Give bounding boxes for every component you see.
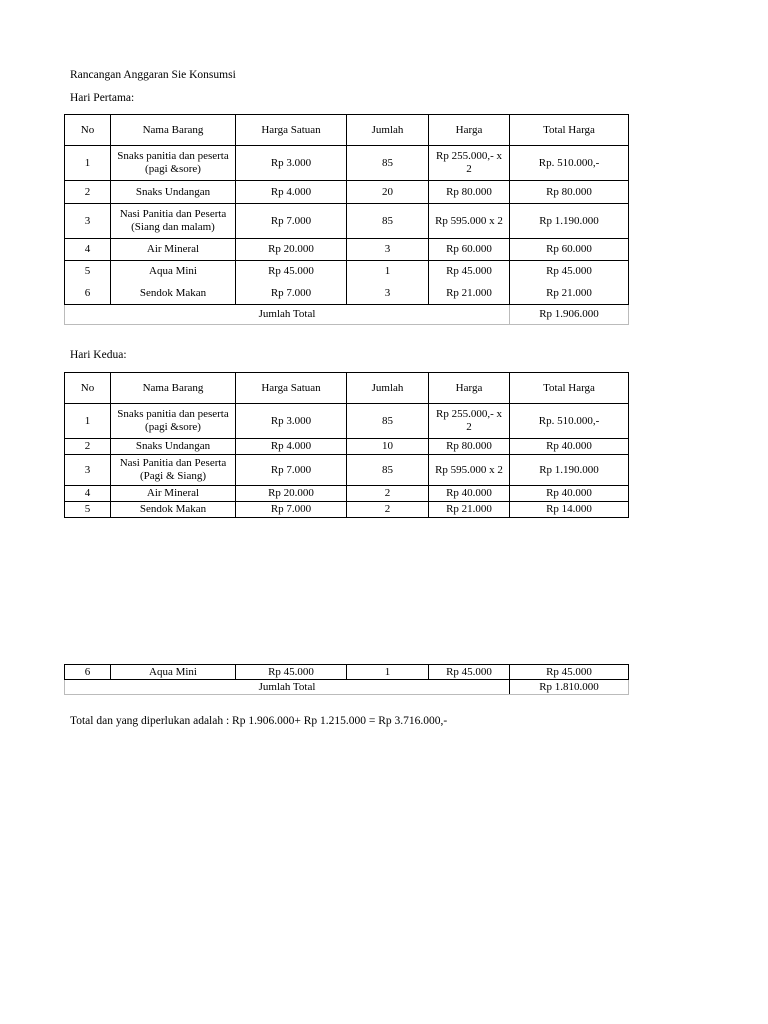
cell-total-harga: Rp. 510.000,- (510, 146, 629, 181)
header-jumlah: Jumlah (347, 115, 429, 146)
cell-no: 3 (65, 455, 111, 486)
table-row (65, 455, 629, 486)
cell-jumlah: 20 (347, 181, 429, 204)
cell-harga: Rp 595.000 x 2 (429, 455, 510, 486)
cell-total-harga: Rp. 510.000,- (510, 404, 629, 439)
cell-nama-barang: Snaks Undangan (111, 181, 236, 204)
header-jumlah: Jumlah (347, 373, 429, 404)
cell-nama-barang: Snaks Undangan (111, 439, 236, 455)
cell-no: 4 (65, 239, 111, 261)
cell-nama-barang: Air Mineral (111, 486, 236, 502)
cell-harga-satuan: Rp 7.000 (236, 455, 347, 486)
cell-harga-satuan: Rp 20.000 (236, 486, 347, 502)
cell-total-harga: Rp 45.000 (510, 261, 629, 283)
cell-no: 3 (65, 204, 111, 239)
cell-total-harga: Rp 45.000 (510, 665, 629, 680)
cell-no: 6 (65, 283, 111, 305)
total-value: Rp 1.906.000 (510, 305, 629, 325)
cell-harga: Rp 21.000 (429, 283, 510, 305)
cell-jumlah: 1 (347, 261, 429, 283)
cell-harga: Rp 45.000 (429, 261, 510, 283)
cell-harga-satuan: Rp 3.000 (236, 146, 347, 181)
cell-total-harga: Rp 60.000 (510, 239, 629, 261)
cell-harga-satuan: Rp 7.000 (236, 204, 347, 239)
cell-harga: Rp 80.000 (429, 439, 510, 455)
cell-no: 5 (65, 261, 111, 283)
cell-harga-satuan: Rp 7.000 (236, 502, 347, 518)
cell-harga: Rp 255.000,- x 2 (429, 146, 510, 181)
header-harga-satuan: Harga Satuan (236, 373, 347, 404)
header-harga: Harga (429, 115, 510, 146)
header-nama-barang: Nama Barang (111, 115, 236, 146)
cell-nama-barang: Aqua Mini (111, 665, 236, 680)
cell-harga-satuan: Rp 45.000 (236, 261, 347, 283)
table-row (65, 181, 629, 204)
cell-jumlah: 2 (347, 502, 429, 518)
cell-total-harga: Rp 1.190.000 (510, 204, 629, 239)
table-row (65, 261, 629, 283)
cell-jumlah: 85 (347, 455, 429, 486)
cell-no: 5 (65, 502, 111, 518)
cell-no: 1 (65, 404, 111, 439)
header-total-harga: Total Harga (510, 373, 629, 404)
cell-jumlah: 85 (347, 404, 429, 439)
table-row (65, 486, 629, 502)
cell-harga: Rp 80.000 (429, 181, 510, 204)
cell-no: 6 (65, 665, 111, 680)
cell-total-harga: Rp 40.000 (510, 486, 629, 502)
header-harga: Harga (429, 373, 510, 404)
cell-harga-satuan: Rp 4.000 (236, 439, 347, 455)
header-no: No (65, 373, 111, 404)
table-row (65, 439, 629, 455)
budget-summary: Total dan yang diperlukan adalah : Rp 1.906.000+ Rp 1.215.000 = Rp 3.716.000,- (70, 715, 448, 727)
cell-nama-barang: Air Mineral (111, 239, 236, 261)
cell-jumlah: 2 (347, 486, 429, 502)
cell-nama-barang: Sendok Makan (111, 502, 236, 518)
cell-jumlah: 85 (347, 204, 429, 239)
cell-nama-barang: Nasi Panitia dan Peserta (Siang dan malam) (111, 204, 236, 239)
header-nama-barang: Nama Barang (111, 373, 236, 404)
table-row (65, 502, 629, 518)
total-row (65, 305, 629, 325)
total-label: Jumlah Total (65, 305, 510, 325)
cell-jumlah: 3 (347, 239, 429, 261)
cell-harga: Rp 60.000 (429, 239, 510, 261)
header-harga-satuan: Harga Satuan (236, 115, 347, 146)
total-label: Jumlah Total (65, 680, 510, 695)
cell-total-harga: Rp 40.000 (510, 439, 629, 455)
cell-jumlah: 10 (347, 439, 429, 455)
day2-budget-table-continued (64, 664, 629, 695)
table-row (65, 404, 629, 439)
total-row (65, 680, 629, 695)
day1-budget-table (64, 114, 629, 325)
cell-harga: Rp 255.000,- x 2 (429, 404, 510, 439)
day1-label: Hari Pertama: (70, 92, 135, 104)
day2-budget-table (64, 372, 629, 518)
cell-nama-barang: Snaks panitia dan peserta (pagi &sore) (111, 146, 236, 181)
table-row (65, 239, 629, 261)
table-header-row (65, 115, 629, 146)
cell-jumlah: 3 (347, 283, 429, 305)
total-value: Rp 1.810.000 (510, 680, 629, 695)
cell-no: 2 (65, 181, 111, 204)
cell-harga: Rp 45.000 (429, 665, 510, 680)
cell-no: 1 (65, 146, 111, 181)
cell-no: 4 (65, 486, 111, 502)
table-row (65, 204, 629, 239)
cell-jumlah: 85 (347, 146, 429, 181)
table-row (65, 146, 629, 181)
cell-harga-satuan: Rp 45.000 (236, 665, 347, 680)
cell-harga: Rp 40.000 (429, 486, 510, 502)
table-header-row (65, 373, 629, 404)
table-row (65, 665, 629, 680)
header-no: No (65, 115, 111, 146)
cell-nama-barang: Aqua Mini (111, 261, 236, 283)
cell-nama-barang: Sendok Makan (111, 283, 236, 305)
cell-total-harga: Rp 21.000 (510, 283, 629, 305)
cell-nama-barang: Nasi Panitia dan Peserta (Pagi & Siang) (111, 455, 236, 486)
cell-harga: Rp 21.000 (429, 502, 510, 518)
cell-harga-satuan: Rp 3.000 (236, 404, 347, 439)
cell-harga-satuan: Rp 20.000 (236, 239, 347, 261)
day2-label: Hari Kedua: (70, 349, 127, 361)
cell-total-harga: Rp 14.000 (510, 502, 629, 518)
cell-no: 2 (65, 439, 111, 455)
cell-total-harga: Rp 80.000 (510, 181, 629, 204)
cell-harga-satuan: Rp 4.000 (236, 181, 347, 204)
cell-harga-satuan: Rp 7.000 (236, 283, 347, 305)
cell-nama-barang: Snaks panitia dan peserta (pagi &sore) (111, 404, 236, 439)
cell-harga: Rp 595.000 x 2 (429, 204, 510, 239)
table-row (65, 283, 629, 305)
document-title: Rancangan Anggaran Sie Konsumsi (70, 69, 236, 81)
cell-jumlah: 1 (347, 665, 429, 680)
cell-total-harga: Rp 1.190.000 (510, 455, 629, 486)
header-total-harga: Total Harga (510, 115, 629, 146)
